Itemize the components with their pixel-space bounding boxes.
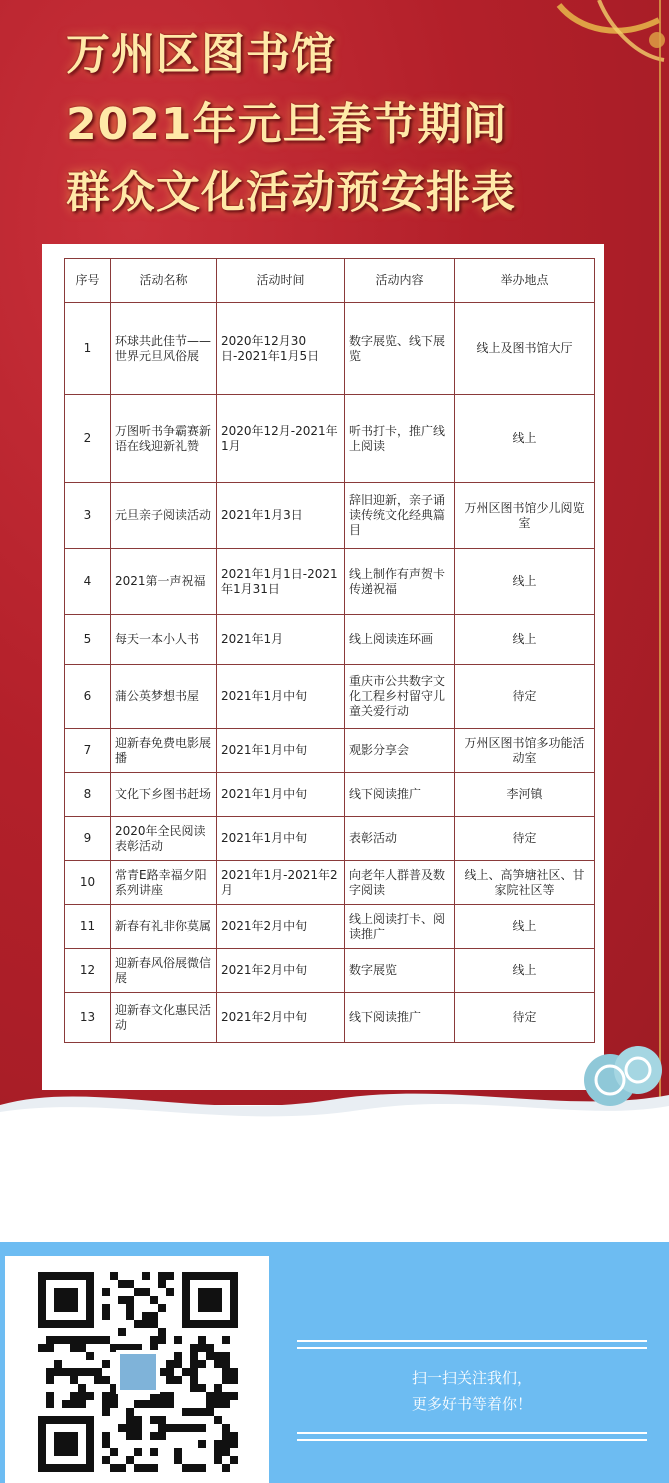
activity-place: 待定	[455, 665, 595, 729]
activity-name: 文化下乡图书赶场	[111, 773, 217, 817]
row-number: 4	[65, 549, 111, 615]
divider-line	[297, 1340, 647, 1342]
column-header: 活动时间	[217, 259, 345, 303]
activity-time: 2021年2月中旬	[217, 993, 345, 1043]
activity-time: 2021年1月中旬	[217, 773, 345, 817]
row-number: 2	[65, 395, 111, 483]
row-number: 3	[65, 483, 111, 549]
activity-content: 数字展览、线下展览	[345, 303, 455, 395]
activity-content: 向老年人群普及数字阅读	[345, 861, 455, 905]
follow-text-line-1: 扫一扫关注我们，	[411, 1369, 532, 1387]
table-row	[65, 483, 595, 549]
activity-time: 2020年12月-2021年1月	[217, 395, 345, 483]
activity-content: 线下阅读推广	[345, 993, 455, 1043]
activity-place: 待定	[455, 993, 595, 1043]
activity-place: 线上	[455, 395, 595, 483]
activity-time: 2021年1月中旬	[217, 729, 345, 773]
activity-name: 环球共此佳节——世界元旦风俗展	[111, 303, 217, 395]
column-header: 活动内容	[345, 259, 455, 303]
activity-place: 万州区图书馆少儿阅览室	[455, 483, 595, 549]
activity-content: 辞旧迎新，亲子诵读传统文化经典篇目	[345, 483, 455, 549]
activity-content: 线上阅读连环画	[345, 615, 455, 665]
schedule-table	[64, 258, 595, 1043]
table-row	[65, 615, 595, 665]
activity-time: 2021年2月中旬	[217, 949, 345, 993]
row-number: 8	[65, 773, 111, 817]
row-number: 1	[65, 303, 111, 395]
row-number: 7	[65, 729, 111, 773]
activity-place: 李河镇	[455, 773, 595, 817]
activity-name: 迎新春风俗展微信展	[111, 949, 217, 993]
table-row	[65, 861, 595, 905]
activity-name: 2021第一声祝福	[111, 549, 217, 615]
activity-content: 观影分享会	[345, 729, 455, 773]
column-header: 举办地点	[455, 259, 595, 303]
row-number: 13	[65, 993, 111, 1043]
table-row	[65, 817, 595, 861]
activity-name: 迎新春免费电影展播	[111, 729, 217, 773]
column-header: 活动名称	[111, 259, 217, 303]
activity-name: 常青E路幸福夕阳系列讲座	[111, 861, 217, 905]
title-line-3: 群众文化活动预安排表	[66, 167, 516, 218]
gold-swirl-decoration	[539, 0, 669, 90]
activity-time: 2020年12月30日-2021年1月5日	[217, 303, 345, 395]
activity-name: 迎新春文化惠民活动	[111, 993, 217, 1043]
table-row	[65, 993, 595, 1043]
divider-line	[297, 1439, 647, 1441]
gold-edge-line	[659, 0, 661, 1105]
activity-time: 2021年1月中旬	[217, 817, 345, 861]
activity-name: 万图听书争霸赛新语在线迎新礼赞	[111, 395, 217, 483]
follow-text-line-2: 更多好书等着你！	[411, 1395, 532, 1413]
table-row	[65, 665, 595, 729]
qr-code[interactable]	[5, 1256, 269, 1483]
activity-content: 线上制作有声贺卡传递祝福	[345, 549, 455, 615]
table-header-row	[65, 259, 595, 303]
activity-time: 2021年1月-2021年2月	[217, 861, 345, 905]
row-number: 6	[65, 665, 111, 729]
activity-name: 蒲公英梦想书屋	[111, 665, 217, 729]
activity-content: 听书打卡，推广线上阅读	[345, 395, 455, 483]
schedule-card	[42, 244, 604, 1090]
row-number: 9	[65, 817, 111, 861]
divider-line	[297, 1432, 647, 1434]
divider-line	[297, 1347, 647, 1349]
activity-time: 2021年2月中旬	[217, 905, 345, 949]
activity-time: 2021年1月3日	[217, 483, 345, 549]
row-number: 11	[65, 905, 111, 949]
title-line-2: 2021年元旦春节期间	[66, 99, 508, 150]
activity-time: 2021年1月1日-2021年1月31日	[217, 549, 345, 615]
table-row	[65, 729, 595, 773]
activity-content: 线上阅读打卡、阅读推广	[345, 905, 455, 949]
title-line-1: 万州区图书馆	[66, 29, 336, 80]
table-row	[65, 395, 595, 483]
table-row	[65, 773, 595, 817]
cloud-decoration	[560, 1040, 669, 1110]
activity-name: 元旦亲子阅读活动	[111, 483, 217, 549]
activity-place: 待定	[455, 817, 595, 861]
activity-time: 2021年1月	[217, 615, 345, 665]
column-header: 序号	[65, 259, 111, 303]
qr-code-image	[23, 1272, 253, 1472]
row-number: 12	[65, 949, 111, 993]
activity-place: 线上	[455, 549, 595, 615]
table-row	[65, 905, 595, 949]
activity-place: 线上	[455, 905, 595, 949]
activity-content: 表彰活动	[345, 817, 455, 861]
row-number: 10	[65, 861, 111, 905]
table-row	[65, 949, 595, 993]
activity-content: 线下阅读推广	[345, 773, 455, 817]
row-number: 5	[65, 615, 111, 665]
activity-place: 线上	[455, 949, 595, 993]
activity-place: 线上及图书馆大厅	[455, 303, 595, 395]
activity-place: 线上、高笋塘社区、甘家院社区等	[455, 861, 595, 905]
activity-name: 新春有礼非你莫属	[111, 905, 217, 949]
activity-content: 数字展览	[345, 949, 455, 993]
table-row	[65, 549, 595, 615]
activity-time: 2021年1月中旬	[217, 665, 345, 729]
activity-place: 万州区图书馆多功能活动室	[455, 729, 595, 773]
activity-place: 线上	[455, 615, 595, 665]
table-row	[65, 303, 595, 395]
footer-panel	[0, 1242, 669, 1483]
activity-name: 2020年全民阅读表彰活动	[111, 817, 217, 861]
activity-content: 重庆市公共数字文化工程乡村留守儿童关爱行动	[345, 665, 455, 729]
activity-name: 每天一本小人书	[111, 615, 217, 665]
